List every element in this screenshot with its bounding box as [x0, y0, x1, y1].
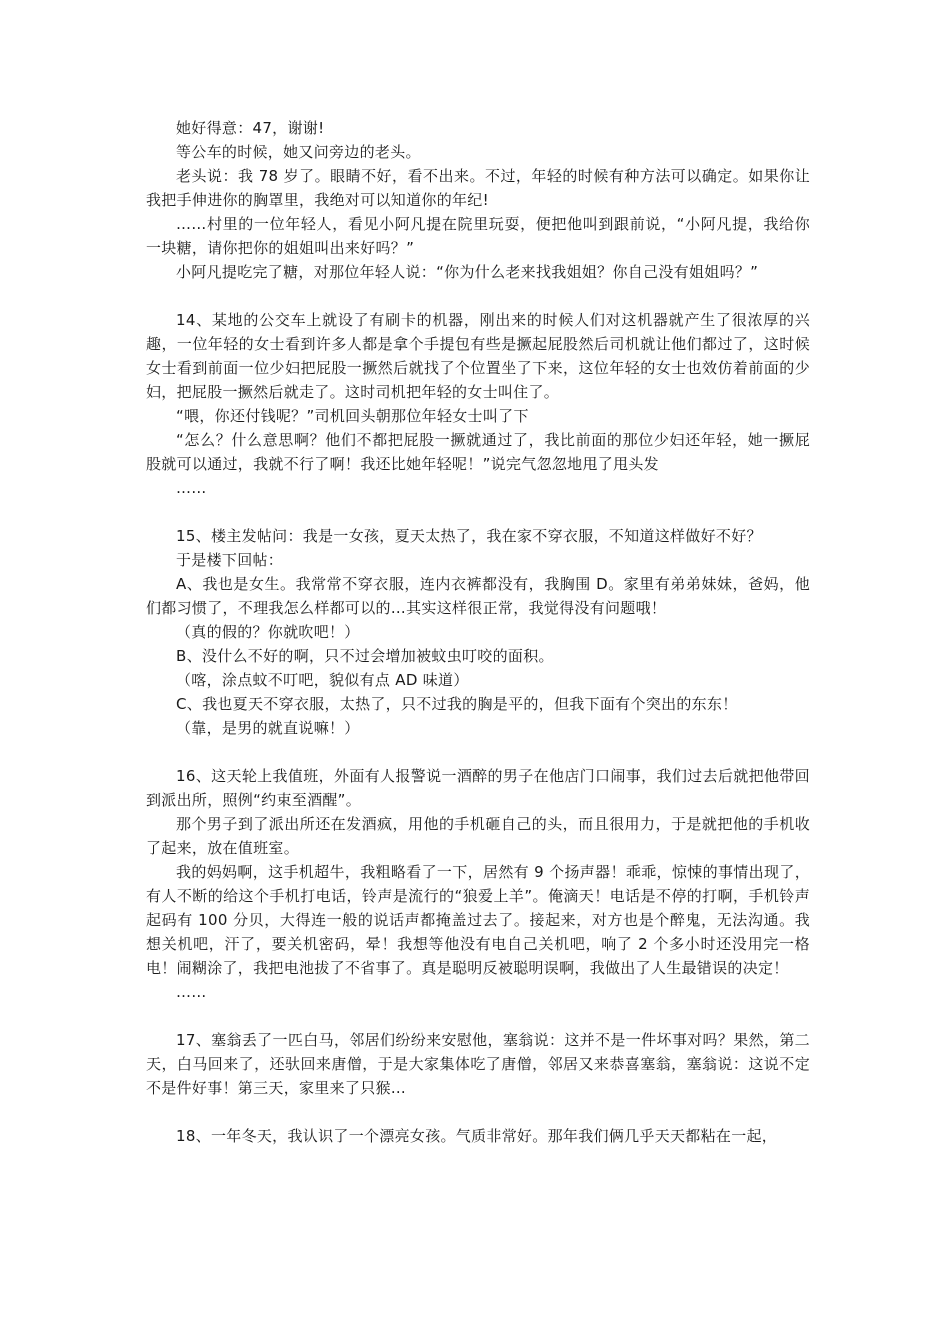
paragraph: 我的妈妈啊，这手机超牛，我粗略看了一下，居然有 9 个扬声器！乖乖，惊悚的事情出现了，有人不断的给这个手机打电话，铃声是流行的“狼爱上羊”。俺滴天！电话是不停的打啊，手机铃声起码有 100 分贝，大得连一般的说话声都掩盖过去了。接起来，对方也是个醉鬼，无法沟通。我想关机吧，汗了，要关机密码，晕！我想等他没有电自己关机吧，响了 2 个多小时还没用完一格电！闹糊涂了，我把电池拔了不省事了。真是聪明反被聪明误啊，我做出了人生最错误的决定！ — [146, 863, 810, 977]
paragraph: （喀，涂点蚊不叮吧，貌似有点 AD 味道） — [176, 671, 469, 689]
paragraph: “喂，你还付钱呢？”司机回头朝那位年轻女士叫了下 — [176, 407, 529, 425]
paragraph: B、没什么不好的啊，只不过会增加被蚊虫叮咬的面积。 — [176, 647, 554, 665]
paragraph: 老头说：我 78 岁了。眼睛不好，看不出来。不过，年轻的时候有种方法可以确定。如果你让我把手伸进你的胸罩里，我绝对可以知道你的年纪! — [146, 167, 810, 209]
paragraph: A、我也是女生。我常常不穿衣服，连内衣裤都没有，我胸围 D。家里有弟弟妹妹，爸妈，他们都习惯了，不理我怎么样都可以的…其实这样很正常，我觉得没有问题哦！ — [146, 575, 810, 617]
paragraph: 17、塞翁丢了一匹白马，邻居们纷纷来安慰他，塞翁说：这并不是一件坏事对吗？果然，第二天，白马回来了，还驮回来唐僧，于是大家集体吃了唐僧，邻居又来恭喜塞翁，塞翁说：这说不定不是件好事！第三天，家里来了只猴… — [146, 1031, 810, 1097]
paragraph: 14、某地的公交车上就设了有刷卡的机器，刚出来的时候人们对这机器就产生了很浓厚的兴趣，一位年轻的女士看到许多人都是拿个手提包有些是撅起屁股然后司机就让他们都过了，这时候女士看到前面一位少妇把屁股一撅然后就找了个位置坐了下来，这位年轻的女士也效仿着前面的少妇，把屁股一撅然后就走了。这时司机把年轻的女士叫住了。 — [146, 311, 810, 401]
paragraph: ……村里的一位年轻人，看见小阿凡提在院里玩耍，便把他叫到跟前说，“小阿凡提，我给你一块糖，请你把你的姐姐叫出来好吗？” — [146, 215, 810, 257]
paragraph: 18、一年冬天，我认识了一个漂亮女孩。气质非常好。那年我们俩几乎天天都粘在一起， — [176, 1127, 778, 1145]
paragraph: 她好得意：47，谢谢! — [176, 119, 325, 137]
paragraph: …… — [176, 479, 207, 497]
paragraph: C、我也夏天不穿衣服，太热了，只不过我的胸是平的，但我下面有个突出的东东！ — [176, 695, 738, 713]
paragraph: （真的假的？你就吹吧！） — [176, 623, 360, 641]
paragraph: 等公车的时候，她又问旁边的老头。 — [176, 143, 421, 161]
paragraph: “怎么？什么意思啊？他们不都把屁股一撅就通过了，我比前面的那位少妇还年轻，她一撅屁股就可以通过，我就不行了啊！我还比她年轻呢！”说完气忽忽地甩了甩头发 — [146, 431, 810, 473]
paragraph-gap — [146, 500, 810, 524]
document-body — [146, 116, 810, 1148]
paragraph: 15、楼主发帖问：我是一女孩，夏天太热了，我在家不穿衣服，不知道这样做好不好？ — [176, 527, 762, 545]
paragraph: 那个男子到了派出所还在发酒疯，用他的手机砸自己的头，而且很用力，于是就把他的手机收了起来，放在值班室。 — [146, 815, 810, 857]
paragraph: （靠，是男的就直说嘛！） — [176, 719, 360, 737]
paragraph: …… — [176, 983, 207, 1001]
paragraph: 于是楼下回帖： — [176, 551, 284, 569]
paragraph-gap — [146, 284, 810, 308]
paragraph: 16、这天轮上我值班，外面有人报警说一酒醉的男子在他店门口闹事，我们过去后就把他带回到派出所，照例“约束至酒醒”。 — [146, 767, 810, 809]
paragraph-gap — [146, 1004, 810, 1028]
paragraph: 小阿凡提吃完了糖，对那位年轻人说：“你为什么老来找我姐姐？你自己没有姐姐吗？” — [176, 263, 759, 281]
paragraph-gap — [146, 1100, 810, 1124]
paragraph-gap — [146, 740, 810, 764]
